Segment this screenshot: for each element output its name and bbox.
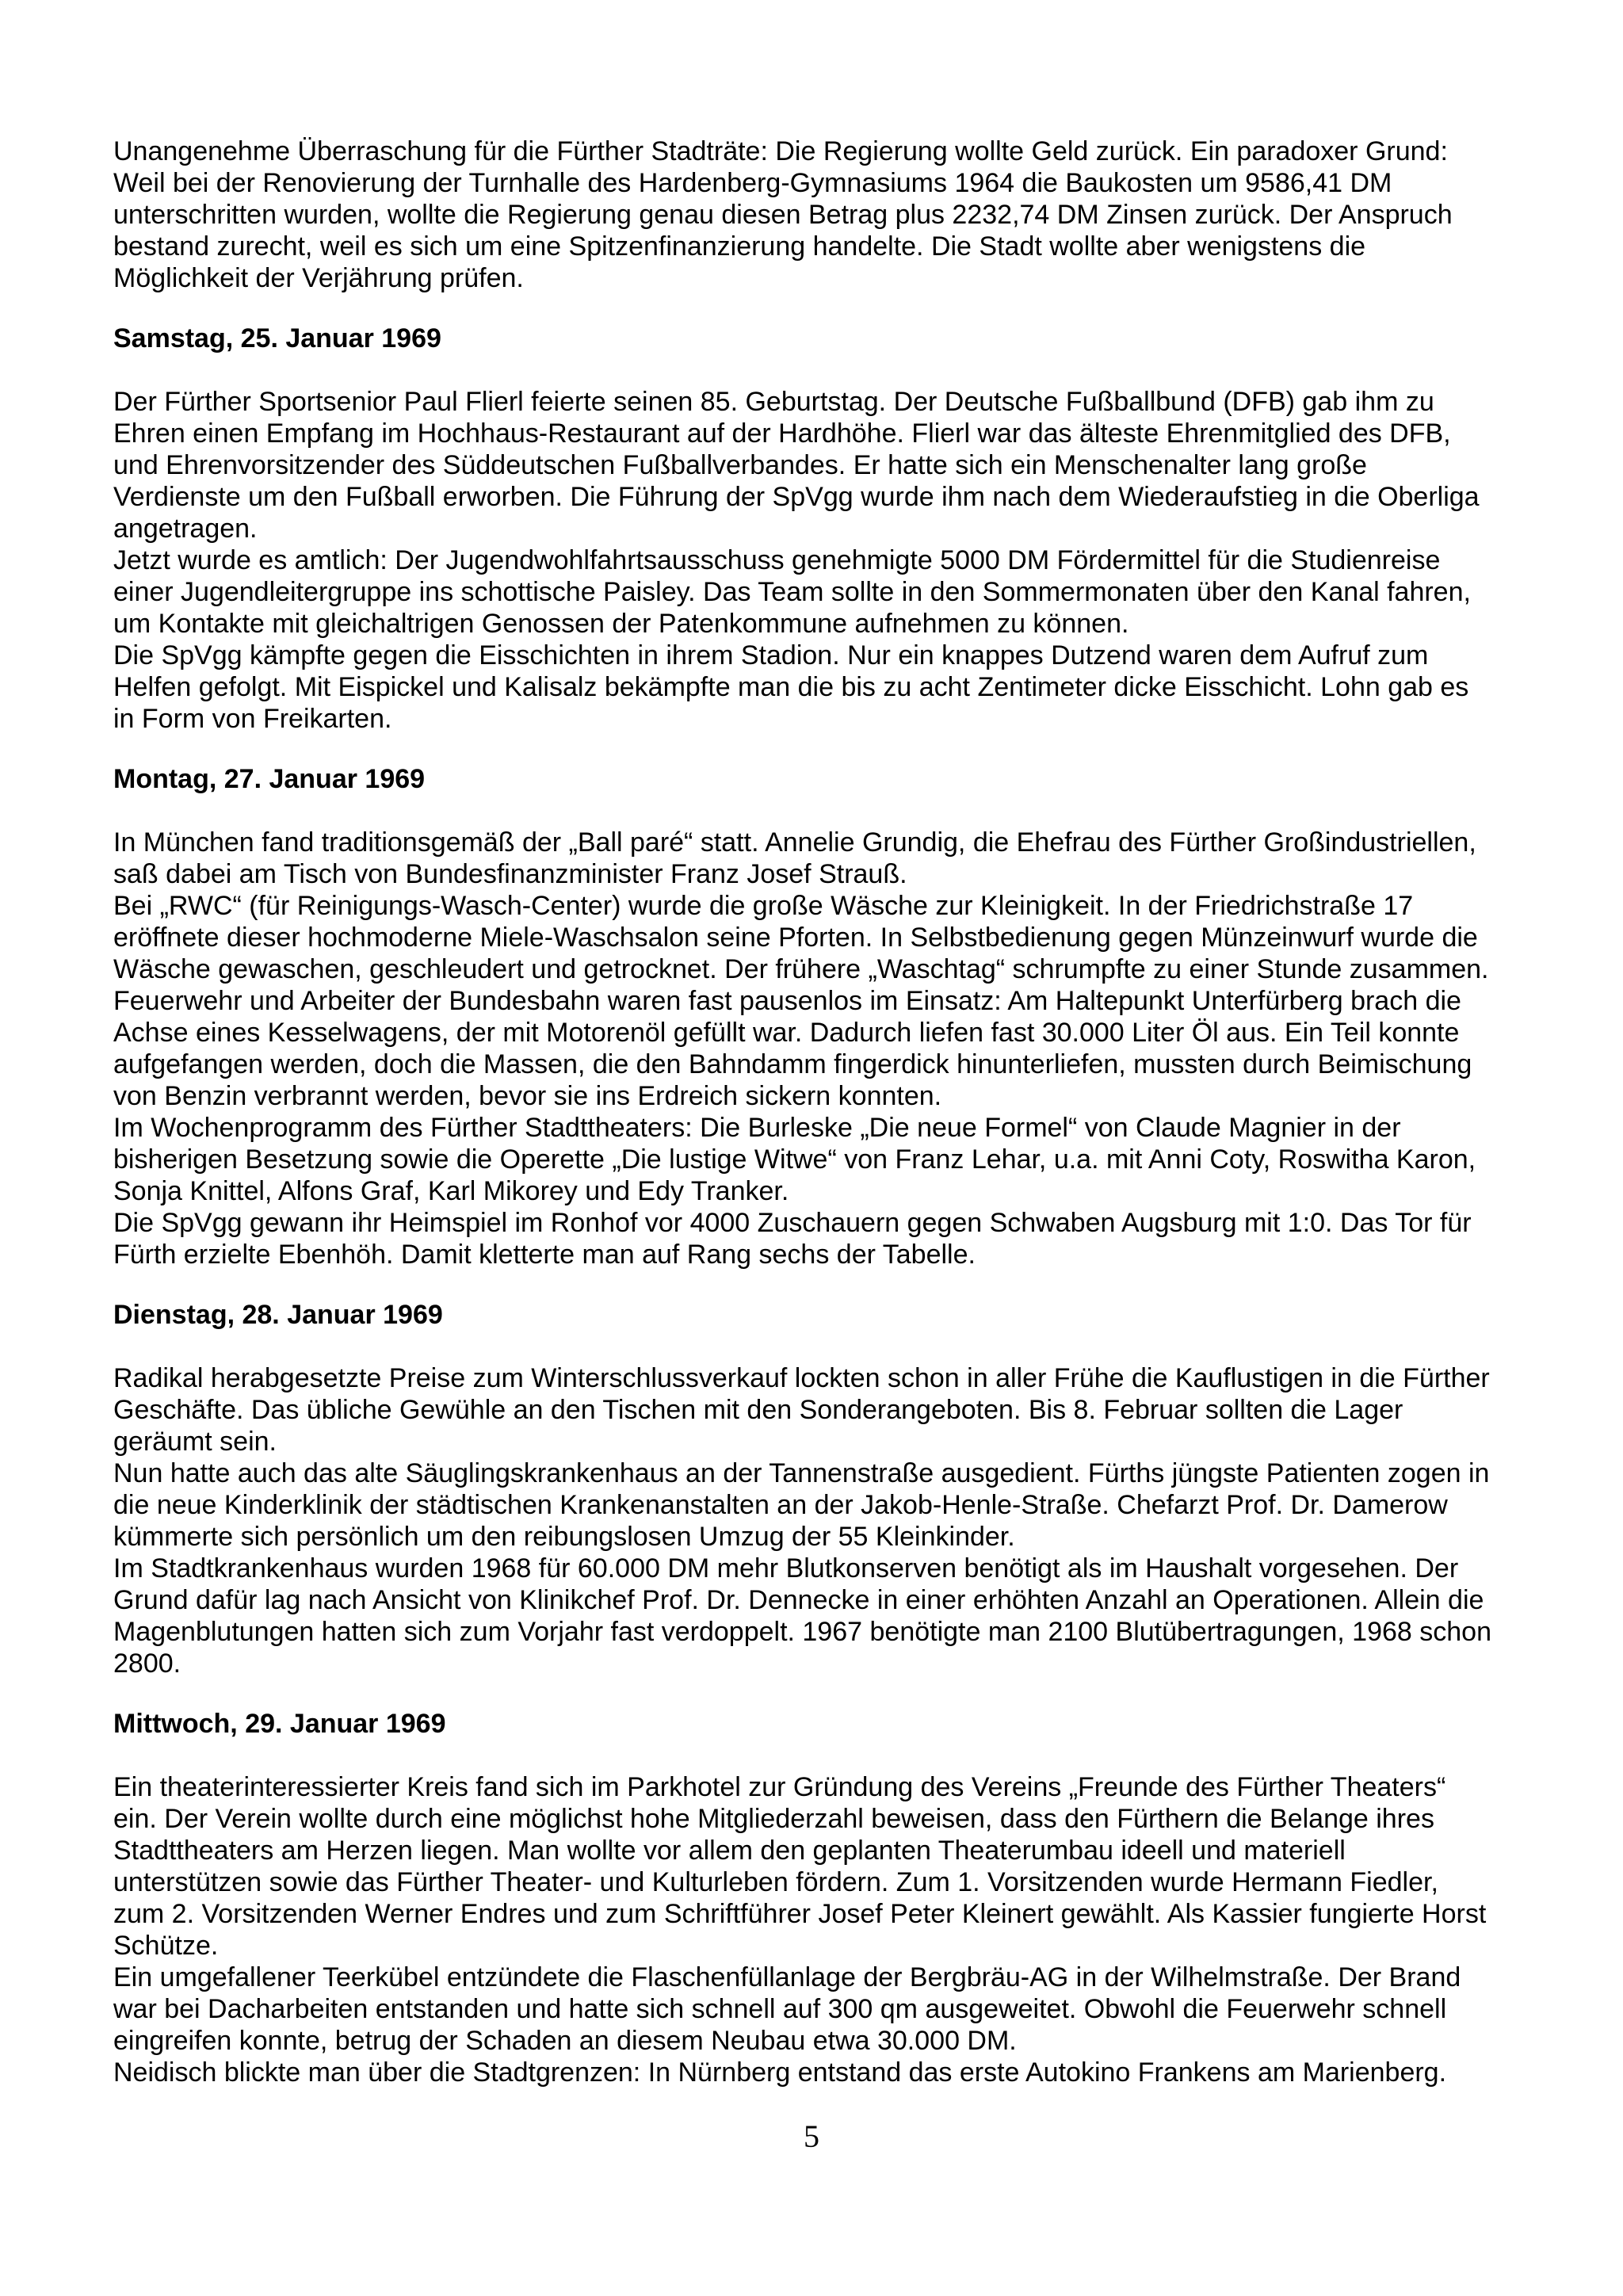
section-heading-samstag: Samstag, 25. Januar 1969 — [113, 323, 441, 353]
section-dienstag-28-januar-1969 — [113, 1299, 1496, 1679]
section-mittwoch-29-januar-1969 — [113, 1708, 1496, 2088]
paragraph: Die SpVgg kämpfte gegen die Eisschichten in ihrem Stadion. Nur ein knappes Dutzend waren dem Aufruf zum Helfen gefolgt. Mit Eispickel und Kalisalz bekämpfte man die bis zu acht Zentimeter dicke Eisschicht. Lohn gab es in Form von Freikarten. — [113, 640, 1469, 734]
paragraph: Im Wochenprogramm des Fürther Stadttheaters: Die Burleske „Die neue Formel“ von Claude Magnier in der bisherigen Besetzung sowie die Operette „Die lustige Witwe“ von Franz Lehar, u.a. mit Anni Coty, Roswitha Karon, Sonja Knittel, Alfons Graf, Karl Mikorey und Edy Tranker. — [113, 1113, 1476, 1206]
paragraph: In München fand traditionsgemäß der „Ball paré“ statt. Annelie Grundig, die Ehefrau des Fürther Großindustriellen, saß dabei am Tisch von Bundesfinanzminister Franz Josef Strauß. — [113, 827, 1476, 889]
paragraph: Der Fürther Sportsenior Paul Flierl feierte seinen 85. Geburtstag. Der Deutsche Fußballbund (DFB) gab ihm zu Ehren einen Empfang im Hochhaus-Restaurant auf der Hardhöhe. Flierl war das älteste Ehrenmitglied des DFB, und Ehrenvorsitzender des Süddeutschen Fußballverbandes. Er hatte sich ein Menschenalter lang große Verdienste um den Fußball erworben. Die Führung der SpVgg wurde ihm nach dem Wiederaufstieg in die Oberliga angetragen. — [113, 387, 1480, 544]
section-heading-montag: Montag, 27. Januar 1969 — [113, 764, 426, 794]
section-heading-mittwoch: Mittwoch, 29. Januar 1969 — [113, 1709, 446, 1739]
paragraph: Bei „RWC“ (für Reinigungs-Wasch-Center) wurde die große Wäsche zur Kleinigkeit. In der Friedrichstraße 17 eröffnete dieser hochmoderne Miele-Waschsalon seine Pforten. In Selbstbedienung gegen Münzeinwurf wurde die Wäsche gewaschen, geschleudert und getrocknet. Der frühere „Waschtag“ schrumpfte zu einer Stunde zusammen. — [113, 891, 1489, 984]
paragraph: Neidisch blickte man über die Stadtgrenzen: In Nürnberg entstand das erste Autokino Frankens am Marienberg. — [113, 2057, 1447, 2088]
page-number: 5 — [804, 2118, 819, 2154]
paragraph: Die SpVgg gewann ihr Heimspiel im Ronhof vor 4000 Zuschauern gegen Schwaben Augsburg mit 1:0. Das Tor für Fürth erzielte Ebenhöh. Damit kletterte man auf Rang sechs der Tabelle. — [113, 1208, 1472, 1270]
section-montag-27-januar-1969 — [113, 763, 1496, 1270]
document-text-block — [113, 136, 1496, 2088]
section-samstag-25-januar-1969 — [113, 323, 1496, 735]
intro-paragraph: Unangenehme Überraschung für die Fürther Stadträte: Die Regierung wollte Geld zurück. Ein paradoxer Grund: Weil bei der Renovierung der Turnhalle des Hardenberg-Gymnasiums 1964 die Baukosten um 9586,41 DM unterschritten wurden, wollte die Regierung genau diesen Betrag plus 2232,74 DM Zinsen zurück. Der Anspruch bestand zurecht, weil es sich um eine Spitzenfinanzierung handelte. Die Stadt wollte aber wenigstens die Möglichkeit der Verjährung prüfen. — [113, 136, 1453, 293]
paragraph: Nun hatte auch das alte Säuglingskrankenhaus an der Tannenstraße ausgedient. Fürths jüngste Patienten zogen in die neue Kinderklinik der städtischen Krankenanstalten an der Jakob-Henle-Straße. Chefarzt Prof. Dr. Damerow kümmerte sich persönlich um den reibungslosen Umzug der 55 Kleinkinder. — [113, 1458, 1490, 1552]
paragraph: Radikal herabgesetzte Preise zum Winterschlussverkauf lockten schon in aller Frühe die Kauflustigen in die Fürther Geschäfte. Das übliche Gewühle an den Tischen mit den Sonderangeboten. Bis 8. Februar sollten die Lager geräumt sein. — [113, 1363, 1490, 1457]
section-heading-dienstag: Dienstag, 28. Januar 1969 — [113, 1300, 443, 1330]
paragraph: Jetzt wurde es amtlich: Der Jugendwohlfahrtsausschuss genehmigte 5000 DM Fördermittel für die Studienreise einer Jugendleitergruppe ins schottische Paisley. Das Team sollte in den Sommermonaten über den Kanal fahren, um Kontakte mit gleichaltrigen Genossen der Patenkommune aufnehmen zu können. — [113, 545, 1471, 639]
paragraph: Ein umgefallener Teerkübel entzündete die Flaschenfüllanlage der Bergbräu-AG in der Wilhelmstraße. Der Brand war bei Dacharbeiten entstanden und hatte sich schnell auf 300 qm ausgeweitet. Obwohl die Feuerwehr schnell eingreifen konnte, betrug der Schaden an diesem Neubau etwa 30.000 DM. — [113, 1962, 1461, 2056]
paragraph: Im Stadtkrankenhaus wurden 1968 für 60.000 DM mehr Blutkonserven benötigt als im Haushalt vorgesehen. Der Grund dafür lag nach Ansicht von Klinikchef Prof. Dr. Dennecke in einer erhöhten Anzahl an Operationen. Allein die Magenblutungen hatten sich zum Vorjahr fast verdoppelt. 1967 benötigte man 2100 Blutübertragungen, 1968 schon 2800. — [113, 1553, 1491, 1679]
paragraph: Ein theaterinteressierter Kreis fand sich im Parkhotel zur Gründung des Vereins „Freunde des Fürther Theaters“ ein. Der Verein wollte durch eine möglichst hohe Mitgliederzahl beweisen, dass den Fürthern die Belange ihres Stadttheaters am Herzen liegen. Man wollte vor allem den geplanten Theaterumbau ideell und materiell unterstützen sowie das Fürther Theater- und Kulturleben fördern. Zum 1. Vorsitzenden wurde Hermann Fiedler, zum 2. Vorsitzenden Werner Endres und zum Schriftführer Josef Peter Kleinert gewählt. Als Kassier fungierte Horst Schütze. — [113, 1772, 1487, 1961]
paragraph: Feuerwehr und Arbeiter der Bundesbahn waren fast pausenlos im Einsatz: Am Haltepunkt Unterfürberg brach die Achse eines Kesselwagens, der mit Motorenöl gefüllt war. Dadurch liefen fast 30.000 Liter Öl aus. Ein Teil konnte aufgefangen werden, doch die Massen, die den Bahndamm fingerdick hinunterliefen, mussten durch Beimischung von Benzin verbrannt werden, bevor sie ins Erdreich sickern konnten. — [113, 986, 1472, 1111]
